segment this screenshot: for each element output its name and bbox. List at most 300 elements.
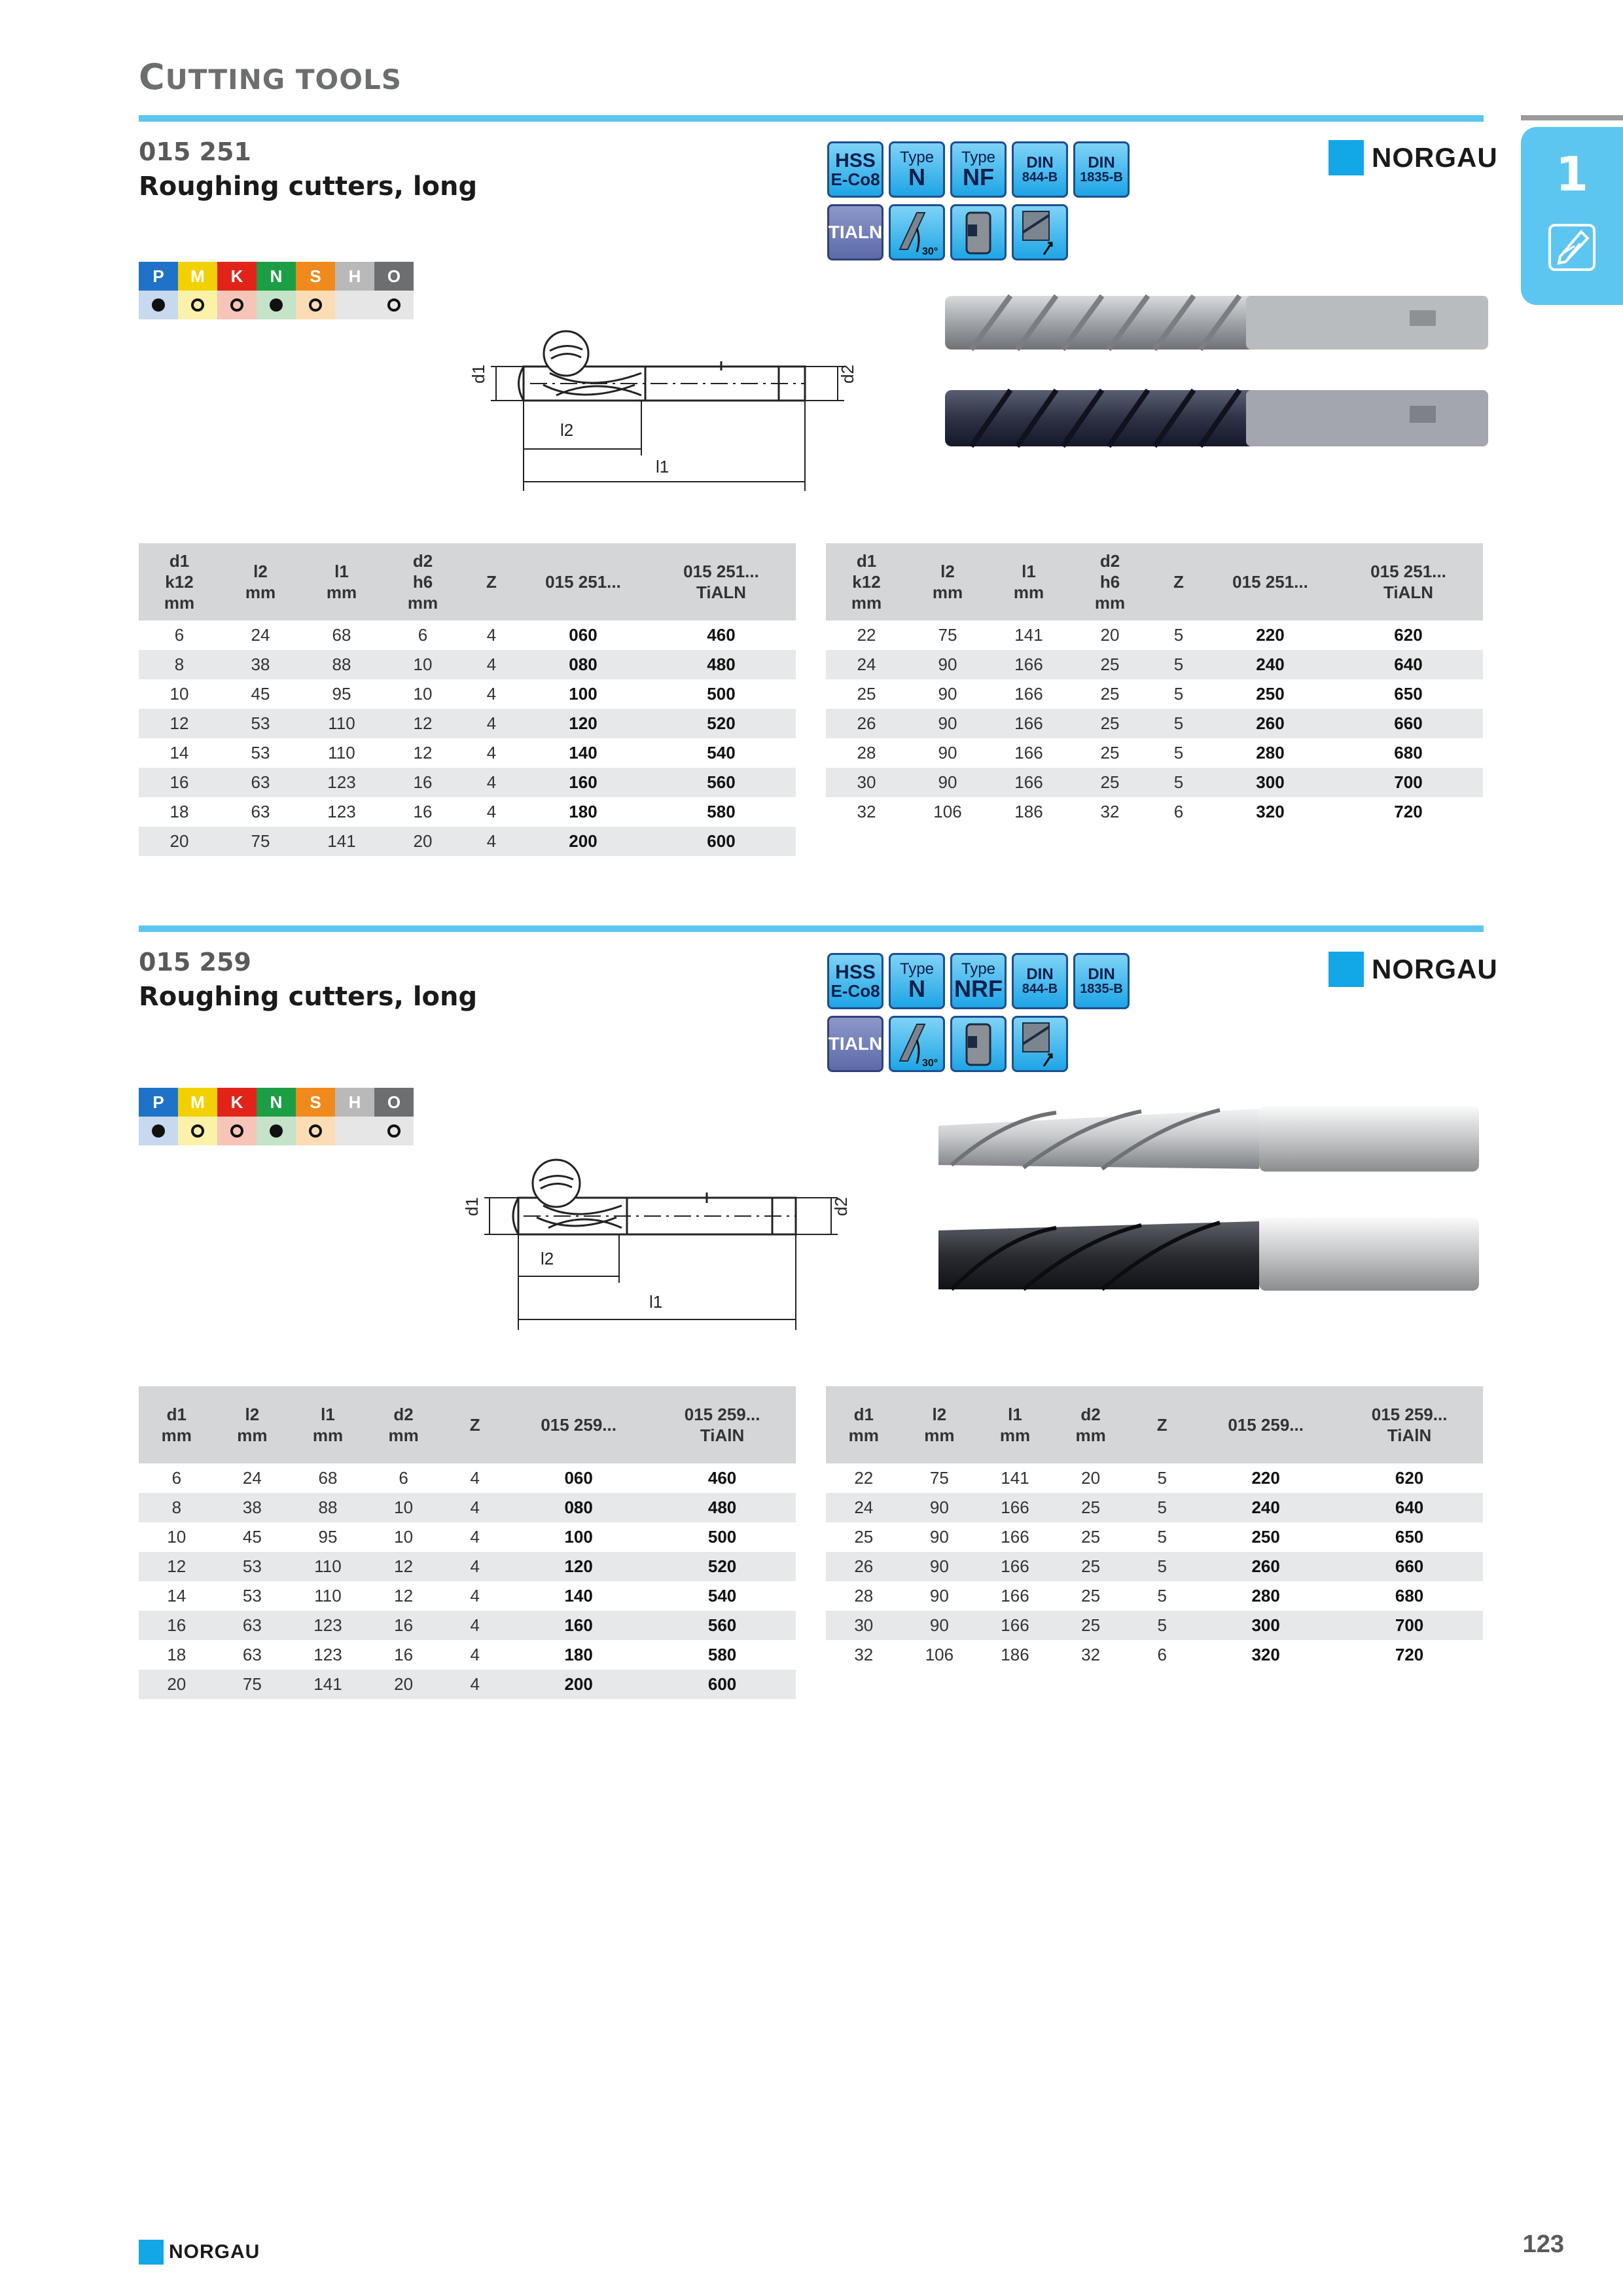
table-row	[139, 1670, 796, 1699]
column-header-line: mm	[164, 593, 195, 613]
table-cell: 520	[649, 1552, 796, 1581]
material-label: S	[296, 262, 335, 291]
table-cell: 640	[1334, 650, 1483, 679]
column-header-line: mm	[407, 593, 438, 613]
table-cell: 6	[399, 1468, 408, 1488]
column-header	[1196, 1386, 1336, 1463]
table-cell: 22	[857, 625, 876, 645]
table-row	[826, 1611, 1483, 1640]
column-header	[139, 543, 220, 620]
table-cell: 110	[328, 743, 355, 762]
table-cell: 26	[826, 709, 907, 738]
table-row	[826, 1581, 1483, 1611]
table-cell: 166	[977, 1493, 1053, 1522]
table-row	[139, 620, 796, 650]
column-header-line: d1	[853, 1405, 874, 1424]
table-cell: 75	[938, 625, 957, 645]
column-header-line: mm	[1094, 593, 1126, 613]
table-cell: 25	[1081, 1527, 1101, 1547]
table-cell: 75	[215, 1670, 291, 1699]
table-cell: 4	[470, 1586, 480, 1605]
table-cell: 180	[564, 1645, 593, 1664]
table-cell: 480	[649, 1493, 796, 1522]
column-header-line: l1	[321, 1405, 335, 1424]
column-header	[441, 1386, 508, 1463]
type-variant-badge: Type NF	[950, 141, 1007, 198]
table-cell: 5	[1128, 1611, 1196, 1640]
table-cell: 45	[242, 1527, 262, 1547]
material-legend	[139, 262, 414, 319]
table-cell: 166	[977, 1552, 1053, 1581]
table-cell: 90	[902, 1552, 978, 1581]
table-cell: 75	[220, 827, 301, 856]
column-header	[290, 1386, 366, 1463]
table-cell: 110	[314, 1586, 342, 1605]
table-cell: 18	[167, 1645, 187, 1664]
table-row	[139, 827, 796, 856]
table-cell: 38	[215, 1493, 291, 1522]
hss-badge: HSS E-Co8	[827, 953, 883, 1009]
column-header-line: l1	[1022, 562, 1036, 581]
din-badge: DIN 1835-B	[1073, 953, 1130, 1009]
footer-brand: NORGAU	[139, 2240, 260, 2265]
table-cell: 25	[1053, 1552, 1129, 1581]
table-row	[826, 1522, 1483, 1552]
table-row	[826, 620, 1483, 650]
table-cell: 53	[215, 1552, 291, 1581]
product-code: 015 251	[139, 137, 251, 166]
column-header-line: l2	[245, 1405, 260, 1424]
table-cell: 5	[1150, 768, 1207, 797]
table-cell: 650	[1395, 1527, 1424, 1547]
column-header	[382, 543, 463, 620]
table-cell: 4	[463, 650, 520, 679]
spec-table-body	[826, 620, 1483, 827]
table-cell: 6	[171, 1468, 182, 1488]
svg-text:d2: d2	[831, 1197, 851, 1216]
table-row	[826, 1463, 1483, 1493]
table-cell: 5	[1173, 625, 1184, 645]
material-label: M	[178, 1088, 217, 1117]
table-cell: 280	[1251, 1586, 1280, 1605]
table-cell: 4	[441, 1670, 508, 1699]
center-cutting-icon	[1012, 204, 1068, 260]
table-cell: 68	[318, 1468, 338, 1488]
table-cell: 63	[242, 1645, 262, 1664]
column-header-line: TiALN	[696, 583, 747, 602]
material-legend	[139, 1088, 414, 1145]
header-row	[826, 543, 1483, 620]
column-header	[1069, 543, 1150, 620]
column-header	[977, 1386, 1053, 1463]
material-label: H	[335, 1088, 374, 1117]
material-symbol	[139, 1117, 178, 1145]
material-symbol	[217, 291, 257, 319]
material-label: N	[257, 262, 296, 291]
table-cell: 166	[988, 650, 1069, 679]
table-cell: 25	[1100, 684, 1120, 704]
table-row	[139, 797, 796, 827]
table-cell: 5	[1157, 1468, 1167, 1488]
table-cell: 5	[1150, 650, 1207, 679]
coating-badge: TIALN	[827, 1016, 883, 1072]
helix-angle-icon	[889, 1016, 945, 1072]
column-header-line: 015 251...	[545, 572, 621, 592]
table-row	[139, 1640, 796, 1670]
table-cell: 90	[929, 1586, 949, 1605]
table-cell: 660	[1334, 709, 1483, 738]
product-title: Roughing cutters, long	[139, 171, 478, 202]
table-cell: 5	[1150, 709, 1207, 738]
column-header	[301, 543, 382, 620]
table-cell: 4	[463, 827, 520, 856]
table-cell: 95	[318, 1527, 338, 1547]
column-header-line: Z	[1156, 1415, 1168, 1435]
table-cell: 12	[139, 1552, 215, 1581]
column-header	[826, 1386, 902, 1463]
table-cell: 90	[907, 709, 988, 738]
table-cell: 100	[564, 1527, 593, 1547]
table-cell: 12	[366, 1552, 442, 1581]
table-cell: 4	[441, 1552, 508, 1581]
column-header-line: d2	[393, 1405, 414, 1424]
svg-text:l1: l1	[649, 1292, 663, 1312]
table-cell: 320	[1251, 1645, 1280, 1664]
material-symbol	[217, 1117, 257, 1145]
table-cell: 186	[1001, 1645, 1029, 1664]
material-label: N	[257, 1088, 296, 1117]
table-cell: 300	[1207, 768, 1334, 797]
table-cell: 106	[925, 1645, 954, 1664]
hss-badge: HSS E-Co8	[827, 141, 883, 198]
table-cell: 540	[707, 1586, 737, 1605]
table-cell: 4	[441, 1611, 508, 1640]
column-header	[1053, 1386, 1129, 1463]
table-row	[826, 679, 1483, 709]
table-cell: 186	[1014, 802, 1043, 821]
din-badge: DIN 1835-B	[1073, 141, 1130, 198]
table-cell: 25	[1100, 743, 1120, 762]
table-cell: 10	[413, 684, 433, 704]
table-cell: 140	[569, 743, 597, 762]
material-label: K	[217, 262, 257, 291]
product-photo	[925, 1100, 1488, 1316]
table-cell: 4	[486, 684, 497, 704]
column-header	[1336, 1386, 1483, 1463]
column-header-line: h6	[1099, 572, 1120, 592]
type-variant-badge: Type NRF	[950, 953, 1007, 1009]
svg-text:30°: 30°	[922, 246, 938, 257]
table-cell: 166	[988, 709, 1069, 738]
table-cell: 123	[290, 1611, 366, 1640]
table-cell: 100	[569, 684, 597, 704]
table-cell: 63	[215, 1611, 291, 1640]
column-header	[647, 543, 796, 620]
ring-circle-icon	[230, 298, 243, 312]
table-cell: 5	[1128, 1552, 1196, 1581]
column-header	[215, 1386, 291, 1463]
table-cell: 560	[649, 1611, 796, 1640]
svg-text:30°: 30°	[922, 1058, 938, 1069]
column-header-line: l2	[940, 562, 955, 581]
table-row	[139, 1522, 796, 1552]
table-row	[139, 1611, 796, 1640]
material-symbol	[296, 1117, 335, 1145]
table-cell: 25	[1069, 650, 1150, 679]
table-row	[139, 768, 796, 797]
column-header-line: l1	[1008, 1405, 1022, 1424]
product-code: 015 259	[139, 948, 251, 977]
column-header-line: mm	[924, 1426, 955, 1445]
material-symbol	[178, 291, 217, 319]
table-cell: 28	[854, 1586, 874, 1605]
table-cell: 166	[1014, 743, 1043, 762]
column-header-line: 015 251...	[1370, 562, 1446, 581]
material-label: O	[374, 262, 414, 291]
table-cell: 38	[220, 650, 301, 679]
table-cell: 700	[1334, 768, 1483, 797]
material-labels	[139, 1088, 414, 1117]
table-cell: 20	[366, 1670, 442, 1699]
table-cell: 240	[1196, 1493, 1336, 1522]
table-cell: 32	[1100, 802, 1120, 821]
table-cell: 10	[366, 1493, 442, 1522]
table-cell: 24	[251, 625, 270, 645]
table-cell: 90	[938, 743, 957, 762]
material-symbol	[257, 291, 296, 319]
full-circle-icon	[270, 1124, 283, 1138]
table-cell: 16	[413, 802, 433, 821]
material-symbol	[139, 291, 178, 319]
table-cell: 5	[1128, 1493, 1196, 1522]
table-cell: 18	[169, 802, 189, 821]
material-symbol	[178, 1117, 217, 1145]
table-row	[826, 738, 1483, 768]
full-circle-icon	[152, 298, 165, 312]
table-cell: 4	[470, 1645, 480, 1664]
ring-circle-icon	[387, 1124, 401, 1138]
column-header-line: TiAlN	[700, 1426, 745, 1445]
table-cell: 10	[169, 684, 189, 704]
brand-logo: NORGAU	[1329, 952, 1498, 987]
din-badge: DIN 844-B	[1012, 953, 1068, 1009]
table-cell: 4	[470, 1527, 480, 1547]
table-cell: 53	[251, 743, 270, 762]
table-cell: 106	[933, 802, 962, 821]
column-header	[649, 1386, 796, 1463]
tab-rule	[1521, 115, 1623, 120]
column-header-line: mm	[388, 1426, 419, 1445]
table-cell: 5	[1157, 1586, 1167, 1605]
table-cell: 90	[907, 768, 988, 797]
table-cell: 240	[1207, 650, 1334, 679]
table-row	[826, 797, 1483, 827]
table-cell: 680	[1394, 743, 1423, 762]
coating-badge: TIALN	[827, 204, 883, 260]
spec-table-header	[826, 1386, 1483, 1463]
table-row	[139, 1552, 796, 1581]
spec-table-body	[826, 1463, 1483, 1670]
table-cell: 5	[1157, 1527, 1167, 1547]
spec-table-left	[139, 543, 796, 856]
table-cell: 8	[139, 650, 220, 679]
table-cell: 45	[251, 684, 270, 704]
table-cell: 660	[1336, 1552, 1483, 1581]
table-cell: 20	[382, 827, 463, 856]
table-cell: 580	[707, 802, 736, 821]
table-cell: 080	[520, 650, 647, 679]
table-cell: 20	[1081, 1468, 1101, 1488]
column-header-line: k12	[852, 572, 881, 592]
table-cell: 160	[520, 768, 647, 797]
column-header	[366, 1386, 442, 1463]
table-cell: 220	[1251, 1468, 1280, 1488]
table-cell: 720	[1395, 1645, 1424, 1664]
table-cell: 24	[826, 650, 907, 679]
column-header-line: mm	[161, 1426, 192, 1445]
table-cell: 720	[1394, 802, 1423, 821]
ring-circle-icon	[387, 298, 401, 312]
table-row	[826, 1552, 1483, 1581]
table-cell: 060	[569, 625, 597, 645]
material-label: P	[139, 1088, 178, 1117]
material-symbol	[374, 1117, 414, 1145]
table-cell: 540	[707, 743, 736, 762]
table-cell: 4	[486, 625, 497, 645]
column-header-line: Z	[1173, 572, 1184, 592]
svg-text:l2: l2	[560, 420, 574, 440]
table-cell: 16	[139, 768, 220, 797]
table-row	[826, 1640, 1483, 1670]
table-cell: 160	[508, 1611, 649, 1640]
table-row	[139, 679, 796, 709]
column-header-line: d1	[169, 551, 190, 571]
material-label: P	[139, 262, 178, 291]
table-row	[826, 709, 1483, 738]
column-header-line: 015 259...	[684, 1405, 760, 1424]
table-cell: 25	[1053, 1493, 1129, 1522]
table-row	[139, 1493, 796, 1522]
table-cell: 460	[707, 1468, 737, 1488]
table-cell: 16	[394, 1645, 414, 1664]
column-header-line: d2	[1080, 1405, 1101, 1424]
chapter-tab[interactable]	[1521, 127, 1623, 305]
din-badge: DIN 844-B	[1012, 141, 1068, 198]
column-header-line: 015 251...	[683, 562, 759, 581]
table-row	[139, 738, 796, 768]
table-cell: 4	[463, 768, 520, 797]
spec-table-header	[826, 543, 1483, 620]
table-cell: 26	[826, 1552, 902, 1581]
table-cell: 200	[508, 1670, 649, 1699]
table-cell: 25	[857, 684, 876, 704]
table-cell: 123	[327, 802, 356, 821]
column-header-line: d1	[856, 551, 877, 571]
table-cell: 6	[1173, 802, 1184, 821]
header-row	[826, 1386, 1483, 1463]
table-cell: 10	[394, 1527, 414, 1547]
full-circle-icon	[270, 298, 283, 312]
column-header	[1150, 543, 1207, 620]
spec-table-body	[139, 1463, 796, 1699]
column-header-line: mm	[1075, 1426, 1106, 1445]
table-cell: 166	[1001, 1586, 1029, 1605]
table-cell: 520	[647, 709, 796, 738]
type-n-badge: Type N	[889, 953, 945, 1009]
table-cell: 140	[564, 1586, 593, 1605]
column-header-line: 015 259...	[541, 1415, 616, 1435]
material-labels	[139, 262, 414, 291]
table-cell: 200	[520, 827, 647, 856]
technical-drawing	[445, 1145, 864, 1342]
table-cell: 12	[413, 743, 433, 762]
full-circle-icon	[152, 1124, 165, 1138]
table-row	[139, 1581, 796, 1611]
table-cell: 123	[313, 1645, 342, 1664]
svg-text:l1: l1	[656, 457, 669, 476]
column-header-line: l2	[253, 562, 268, 581]
type-n-badge: Type N	[889, 141, 945, 198]
column-header-line: mm	[999, 1426, 1031, 1445]
table-cell: 5	[1173, 743, 1184, 762]
table-cell: 166	[1001, 1527, 1029, 1547]
table-cell: 620	[1395, 1468, 1424, 1488]
table-cell: 8	[139, 1493, 215, 1522]
table-cell: 180	[569, 802, 597, 821]
header-rule	[139, 115, 1484, 122]
table-cell: 24	[826, 1493, 902, 1522]
table-cell: 14	[167, 1586, 187, 1605]
table-cell: 120	[520, 709, 647, 738]
drill-bit-icon	[1548, 224, 1596, 271]
table-cell: 30	[826, 768, 907, 797]
section-rule	[139, 925, 1484, 932]
column-header-line: mm	[851, 593, 882, 613]
svg-text:d1: d1	[462, 1197, 482, 1216]
table-cell: 63	[251, 802, 270, 821]
table-cell: 90	[929, 1527, 949, 1547]
table-cell: 90	[902, 1493, 978, 1522]
table-cell: 110	[290, 1552, 366, 1581]
center-cutting-icon	[1012, 1016, 1068, 1072]
table-cell: 110	[301, 709, 382, 738]
spec-table-right	[826, 1386, 1483, 1670]
table-cell: 16	[382, 768, 463, 797]
material-symbol	[257, 1117, 296, 1145]
table-cell: 600	[647, 827, 796, 856]
table-cell: 4	[486, 743, 497, 762]
spec-table-body	[139, 620, 796, 856]
table-cell: 320	[1256, 802, 1285, 821]
material-label: K	[217, 1088, 257, 1117]
material-symbol	[335, 1117, 374, 1145]
table-row	[826, 650, 1483, 679]
column-header-line: mm	[312, 1426, 344, 1445]
column-header	[907, 543, 988, 620]
column-header	[1207, 543, 1334, 620]
table-cell: 10	[167, 1527, 187, 1547]
table-cell: 28	[857, 743, 876, 762]
table-cell: 32	[854, 1645, 874, 1664]
spec-table-right	[826, 543, 1483, 827]
table-cell: 16	[366, 1611, 442, 1640]
table-cell: 90	[938, 684, 957, 704]
table-cell: 166	[988, 768, 1069, 797]
column-header	[988, 543, 1069, 620]
column-header-line: Z	[486, 572, 497, 592]
table-cell: 250	[1256, 684, 1285, 704]
table-cell: 32	[857, 802, 876, 821]
